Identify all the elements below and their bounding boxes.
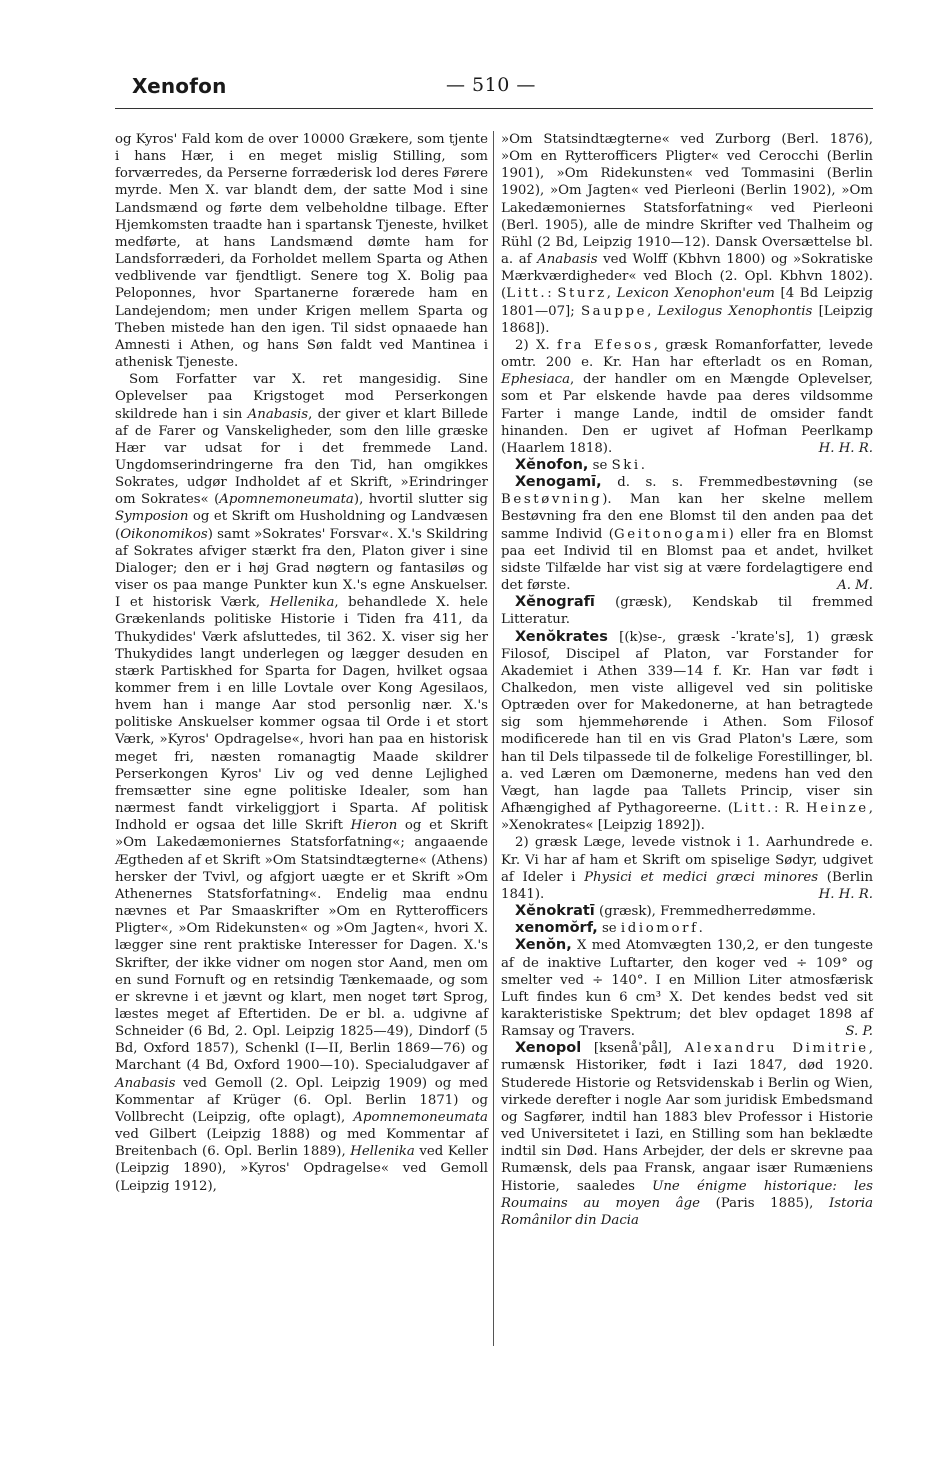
page-header <box>0 0 936 112</box>
headword: Xenogamī, <box>515 474 602 491</box>
author-signature: H. H. R. <box>818 886 873 902</box>
entry-xenogami: Xenogamī, d. s. s. Fremmedbestøvning (se Bestøvning). Man kan her skelne mellem Bestøvning fra den ene Blomst til den anden paa det samme Individ (Geitonogami) eller fra en Blomst paa eet Individ til en Blomst paa et andet, hvilket sidste Tilfælde har vist sig at være fordelagtigere end det første. A. M. <box>501 474 874 594</box>
running-head-title: Xenofon <box>132 74 227 98</box>
headword: Xenŏn, <box>515 937 572 954</box>
paragraph: 2) græsk Læge, levede vistnok i 1. Aarhundrede e. Kr. Vi har af ham et Skrift om spiselige Sødyr, udgivet af Ideler i Physici et medici græci minores (Berlin 1841). H. H. R. <box>501 835 874 902</box>
left-column <box>115 131 488 1195</box>
paragraph: og Kyros' Fald kom de over 10000 Grækere, som tjente i hans Hær, i en meget mislig Stilling, som forværredes, da Perserne forræderisk lod deres Førere myrde. Men X. var blandt dem, der satte Mod i sine Landsmænd og førte dem velbeholdne tilbage. Efter Hjemkomsten traadte han i spartansk Tjeneste, hvilket medførte, at hans Landsmænd dømte ham for Landsforræderi, da Forholdet mellem Sparta og Athen vedblivende var fjendtligt. Senere tog X. Bolig paa Peloponnes, hvor Spartanerne forærede ham en Landejendom; men under Krigen mellem Sparta og Theben mistede han den igen. Til sidst opnaaede han Amnesti i Athen, og hans Søn faldt ved Mantinea i athenisk Tjeneste. <box>115 132 488 371</box>
headword: Xĕnofon, <box>515 456 589 473</box>
entry-xenopol: Xenopol [ksenåˈpål], Alexandru Dimitrie, rumænsk Historiker, født i Iazi 1847, død 1920. Studerede Historie og Retsvidenskab i Berlin og Wien, virkede derefter i nogle Aar som juridisk Embedsmand og Sagfører, indtil han 1883 blev Professor i Historie ved Universitetet i Iazi, en Stilling som han beklædte indtil sin Død. Hans Arbejder, der dels er skrevne paa Rumænsk, dels paa Fransk, angaar især Rumæniens Historie, saaledes Une énigme historique: les Roumains au moyen âge (Paris 1885), Istoria Românilor din Dacia <box>501 1040 873 1228</box>
author-signature: H. H. R. <box>818 440 873 456</box>
entry-xenon: Xenŏn, X med Atomvægten 130,2, er den tungeste af de inaktive Luftarter, den koger ved ÷ 109° og smelter ved ÷ 140°. I en Million Liter atmosfærisk Luft findes kun 6 cm³ X. Det kendes bedst ved sit karakteristiske Spektrum; det blev opdaget 1898 af Ramsay og Travers. S. P. <box>501 937 873 1040</box>
right-column <box>501 131 873 1229</box>
headword: Xenŏkrates <box>515 628 608 645</box>
headword: Xenopol <box>515 1040 582 1057</box>
headword: xenomŏrf, <box>515 920 598 937</box>
page-number: — 510 — <box>446 74 536 96</box>
paragraph: »Om Statsindtægterne« ved Zurborg (Berl. 1876), »Om en Rytterofficers Pligter« ved Cerocchi (Berlin 1901), »Om Ridekunsten« ved Tommasini (Berlin 1902), »Om Jagten« ved Pierleoni (Berlin 1902), »Om Lakedæmoniernes Statsforfatning« ved Pierleoni (Berl. 1905), alle de mindre Skrifter ved Thalheim og Rühl (2 Bd, Leipzig 1910—12). Dansk Oversættelse bl. a. af Anabasis ved Wolff (Kbhvn 1800) og »Sokratiske Mærkværdigheder« ved Bloch (2. Opl. Kbhvn 1802). (Litt.: Sturz, Lexicon Xenophon'eum [4 Bd Leipzig 1801—07]; Sauppe, Lexilogus Xenophontis [Leipzig 1868]). <box>501 132 873 336</box>
paragraph: Som Forfatter var X. ret mangesidig. Sine Oplevelser paa Krigstoget mod Perserkongen skildrede han i sin Anabasis, der giver et klart Billede af de Farer og Vanskeligheder, som den lille græske Hær var udsat for i det fremmede Land. Ungdomserindringerne fra den Tid, han omgikkes Sokrates, udgør Indholdet af et Skrift, »Erindringer om Sokrates« (Apomnemoneumata), hvortil slutter sig Symposion og et Skrift om Husholdning og Landvæsen (Oikonomikos) samt »Sokrates' Forsvar«. X.'s Skildring af Sokrates afviger stærkt fra den, Platon giver i sine Dialoger; den er i høj Grad nøgtern og fantasiløs og viser os paa mange Punkter kun X.'s egne Anskuelser. I et historisk Værk, Hellenika, behandlede X. hele Grækenlands politiske Historie i Tiden fra 411, da Thukydides' Værk afsluttedes, til 362. X. viser sig her Thukydides langt underlegen og lægger desuden en stærk Partiskhed for Sparta for Dagen, hvilket ogsaa kommer frem i en lille Lovtale over Kong Agesilaos, hvem han i mange Aar stod personlig nær. X.'s politiske Anskuelser kommer ogsaa til Orde i et stort Værk, »Kyros' Opdragelse«, hvori han paa en historisk meget fri, næsten romanagtig Maade skildrer Perserkongen Kyros' Liv og ved denne Lejlighed fremsætter sine egne politiske Idealer, som han nærmest fandt virkeliggjort i Sparta. Af politisk Indhold er ogsaa det lille Skrift Hieron og et Skrift »Om Lakedæmoniernes Statsforfatning«; angaaende Ægtheden af et Skrift »Om Statsindtægterne« (Athens) hersker der Tvivl, og afgjort uægte er et Skrift »Om Athenernes Statsforfatning«. Endelig maa endnu nævnes et Par Smaaskrifter »Om en Rytterofficers Pligter«, »Om Ridekunsten« og »Om Jagten«, hvori X. lægger sine rent praktiske Interesser for Dagen. X.'s Skrifter, der ikke vidner om nogen stor Aand, men om en sund Fornuft og en retsindig Tænkemaade, og som er skrevne i et jævnt og klart, men noget tørt Sprog, læstes meget af Eftertiden. De er bl. a. udgivne af Schneider (6 Bd, 2. Opl. Leipzig 1825—49), Dindorf (5 Bd, Oxford 1857), Schenkl (I—II, Berlin 1869—76) og Marchant (4 Bd, Oxford 1900—10). Specialudgaver af Anabasis ved Gemoll (2. Opl. Leipzig 1909) og med Kommentar af Krüger (6. Opl. Berlin 1871) og Vollbrecht (Leipzig, ofte oplagt), Apomnemoneumata ved Gilbert (Leipzig 1888) og med Kommentar af Breitenbach (6. Opl. Berlin 1889), Hellenika ved Keller (Leipzig 1890), »Kyros' Opdragelse« ved Gemoll (Leipzig 1912), <box>115 372 489 1194</box>
header-rule <box>115 108 873 109</box>
entry-xenomorf: xenomŏrf, se idiomorf. <box>515 920 703 937</box>
paragraph: 2) X. fra Efesos, græsk Romanforfatter, levede omtr. 200 e. Kr. Han har efterladt os en Roman, Ephesiaca, der handler om en Mængde Oplevelser, som et Par elskende havde paa deres vildsomme Farter i mange Lande, indtil de omsider fandt hinanden. Den er ugivet af Hofman Peerlkamp (Haarlem 1818). H. H. R. <box>501 337 874 456</box>
author-signature: A. M. <box>837 578 873 594</box>
headword: Xĕnokratī <box>515 903 595 920</box>
entry-xenofon: Xĕnofon, se Ski. <box>515 456 646 473</box>
entry-xenokrates: Xenŏkrates [(k)se-, græsk -ˈkrateˈs], 1) græsk Filosof, Discipel af Platon, var Forstander for Akademiet i Athen 339—14 f. Kr. Han var født i Chalkedon, men viste alligevel ved sin politiske Optræden over for Makedonerne, at han betragtede sig som hjemmehørende i Athen. Som Filosof modificerede han til en vis Grad Platon's Lære, som han til Dels tilpassede til de folkelige Forestillinger, bl. a. ved Læren om Dæmonerne, medens han ved den Vægt, han lagde paa Tallets Princip, viser sin Afhængighed af Pythagoreerne. (Litt.: R. Heinze, »Xenokrates« [Leipzig 1892]). <box>501 628 874 834</box>
author-signature: S. P. <box>845 1024 873 1040</box>
headword: Xĕnografī <box>515 594 595 611</box>
entry-xenokrati: Xĕnokratī (græsk), Fremmedherredømme. <box>515 903 816 920</box>
column-divider <box>493 131 494 1346</box>
entry-xenografi: Xĕnografī (græsk), Kendskab til fremmed Litteratur. <box>501 594 873 628</box>
